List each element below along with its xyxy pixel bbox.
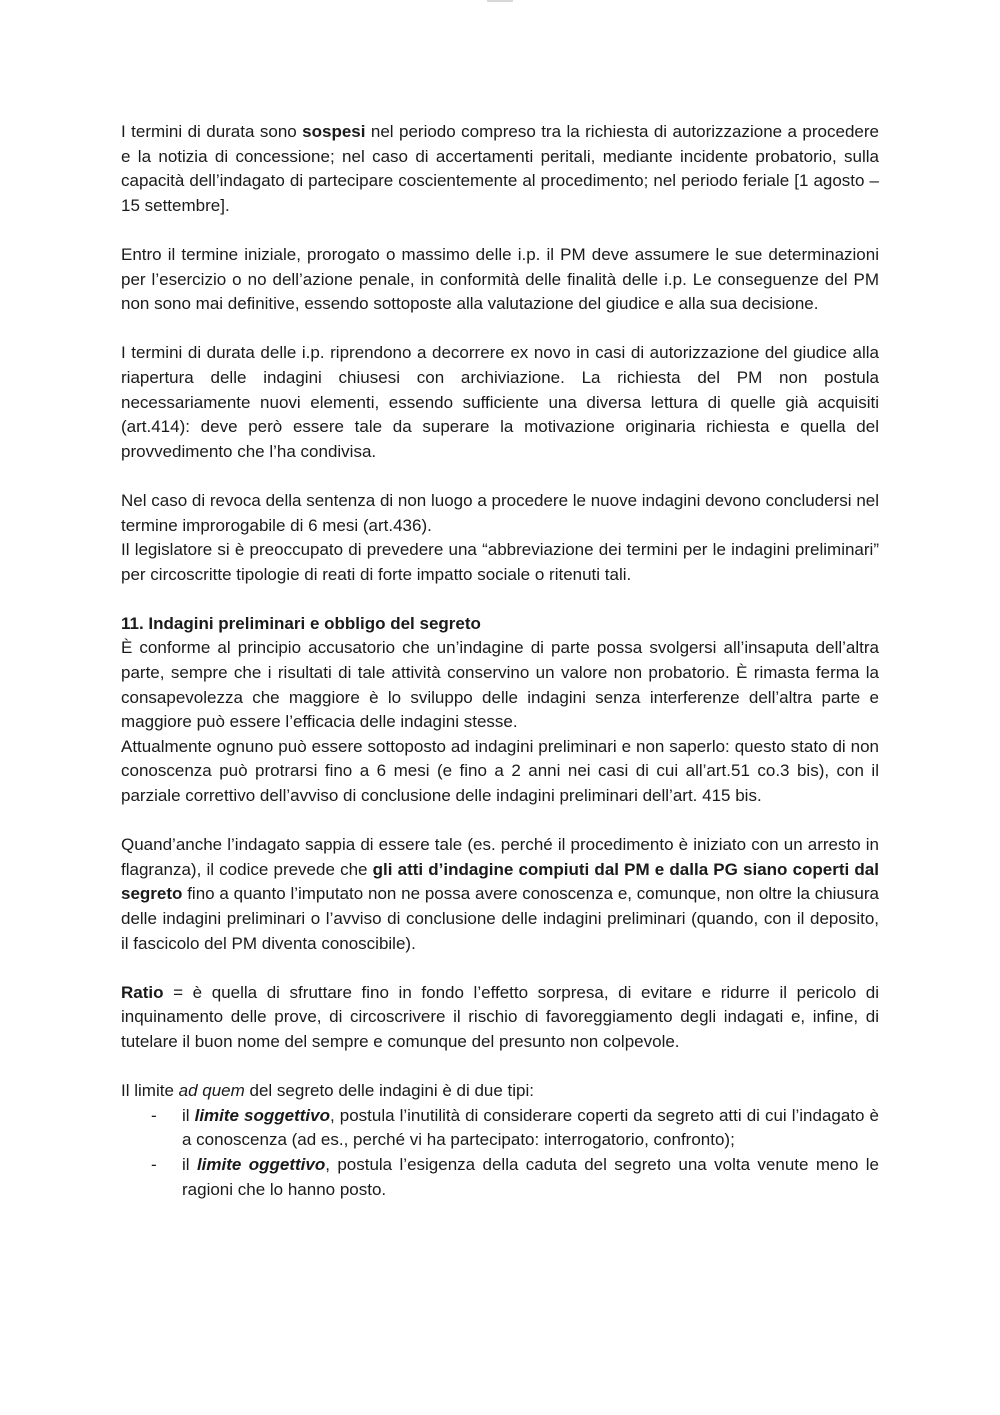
section-heading: 11. Indagini preliminari e obbligo del segreto: [121, 613, 481, 633]
document-page: [121, 120, 879, 1202]
paragraph-reopening: I termini di durata delle i.p. riprendono a decorrere ex novo in casi di autorizzazione del giudice alla riapertura delle indagini chiusesi con archiviazione. La richiesta del PM non postula necessariamente nuovi elementi, essendo sufficiente una diversa lettura di quelle già acquisiti (art.414): deve però essere tale da superare la motivazione originaria richiesta e quella del provvedimento che l’ha condivisa.: [121, 343, 879, 461]
paragraph-gap: [121, 587, 879, 612]
paragraph-suspension: I termini di durata sono sospesi nel periodo compreso tra la richiesta di autorizzazione a procedere e la notizia di concessione; nel caso di accertamenti peritali, mediante incidente probatorio, sulla capacità dell’indagato di partecipare coscientemente al procedimento; nel periodo feriale [1 agosto – 15 settembre].: [121, 122, 879, 215]
page-header-mark: [487, 0, 513, 2]
italic-term-ad-quem: ad quem: [178, 1081, 245, 1101]
dash-bullet: -: [151, 1105, 157, 1125]
dash-bullet: -: [151, 1154, 157, 1174]
paragraph-limit-intro: Il limite ad quem del segreto delle indagini è di due tipi:: [121, 1081, 534, 1101]
paragraph-gap: [121, 956, 879, 981]
paragraph-gap: [121, 464, 879, 489]
bold-term-sospesi: sospesi: [302, 122, 366, 141]
paragraph-accusatory-principle: È conforme al principio accusatorio che un’indagine di parte possa svolgersi all’insaputa dell’altra parte, sempre che i risultati di tale attività conservino un valore non probatorio. È rimasta ferma la consapevolezza che maggiore è lo sviluppo delle indagini senza interferenze dell’altra parte e maggiore può essere l’efficacia delle indagini stesse.: [121, 638, 879, 732]
paragraph-gap: [121, 218, 879, 243]
paragraph-gap: [121, 809, 879, 834]
paragraph-pm-determinations: Entro il termine iniziale, prorogato o massimo delle i.p. il PM deve assumere le sue determinazioni per l’esercizio o no dell’azione penale, in conformità delle finalità delle i.p. Le conseguenze del PM non sono mai definitive, essendo sottoposte alla valutazione del giudice e alla sua decisione.: [121, 244, 879, 314]
list-item: - il limite oggettivo, postula l’esigenza della caduta del segreto una volta venute meno le ragioni che lo hanno posto.: [151, 1154, 879, 1199]
paragraph-gap: [121, 317, 879, 342]
paragraph-current-status: Attualmente ognuno può essere sottoposto ad indagini preliminari e non saperlo: questo stato di non conoscenza può protrarsi fino a 6 mesi (e fino a 2 anni nei casi di cui all’art.51 co.3 bis), con il parziale correttivo dell’avviso di conclusione delle indagini preliminari dell’art. 415 bis.: [121, 736, 879, 806]
paragraph-legislator: Il legislatore si è preoccupato di prevedere una “abbreviazione dei termini per le indagini preliminari” per circoscritte tipologie di reati di forte impatto sociale o ritenuti tali.: [121, 540, 879, 584]
bold-italic-term: limite soggettivo: [194, 1105, 330, 1125]
limits-list: [121, 1104, 879, 1202]
paragraph-ratio: Ratio = è quella di sfruttare fino in fondo l’effetto sorpresa, di evitare e ridurre il pericolo di inquinamento delle prove, di circoscrivere il rischio di favoreggiamento degli indagati e, infine, di tutelare il buon nome del sempre e comunque del presunto non colpevole.: [121, 982, 879, 1051]
bold-term-ratio: Ratio: [121, 982, 164, 1002]
paragraph-revocation: Nel caso di revoca della sentenza di non luogo a procedere le nuove indagini devono concludersi nel termine improrogabile di 6 mesi (art.436).: [121, 490, 879, 535]
paragraph-gap: [121, 1055, 879, 1080]
bold-italic-term: limite oggettivo: [196, 1154, 326, 1174]
paragraph-secrecy: Quand’anche l’indagato sappia di essere tale (es. perché il procedimento è iniziato con un arresto in flagranza), il codice prevede che gli atti d’indagine compiuti dal PM e dalla PG siano coperti dal segreto fino a quanto l’imputato non ne possa avere conoscenza e, comunque, non oltre la chiusura delle indagini preliminari o l’avviso di conclusione delle indagini preliminari (quando, con il deposito, il fascicolo del PM diventa conoscibile).: [121, 835, 879, 953]
list-item: - il limite soggettivo, postula l’inutilità di considerare coperti da segreto atti di cui l’indagato è a conoscenza (ad es., perché vi ha partecipato: interrogatorio, confronto);: [151, 1105, 879, 1150]
bold-secrecy-statement: gli atti d’indagine compiuti dal PM e dalla PG siano coperti dal segreto: [121, 859, 879, 904]
